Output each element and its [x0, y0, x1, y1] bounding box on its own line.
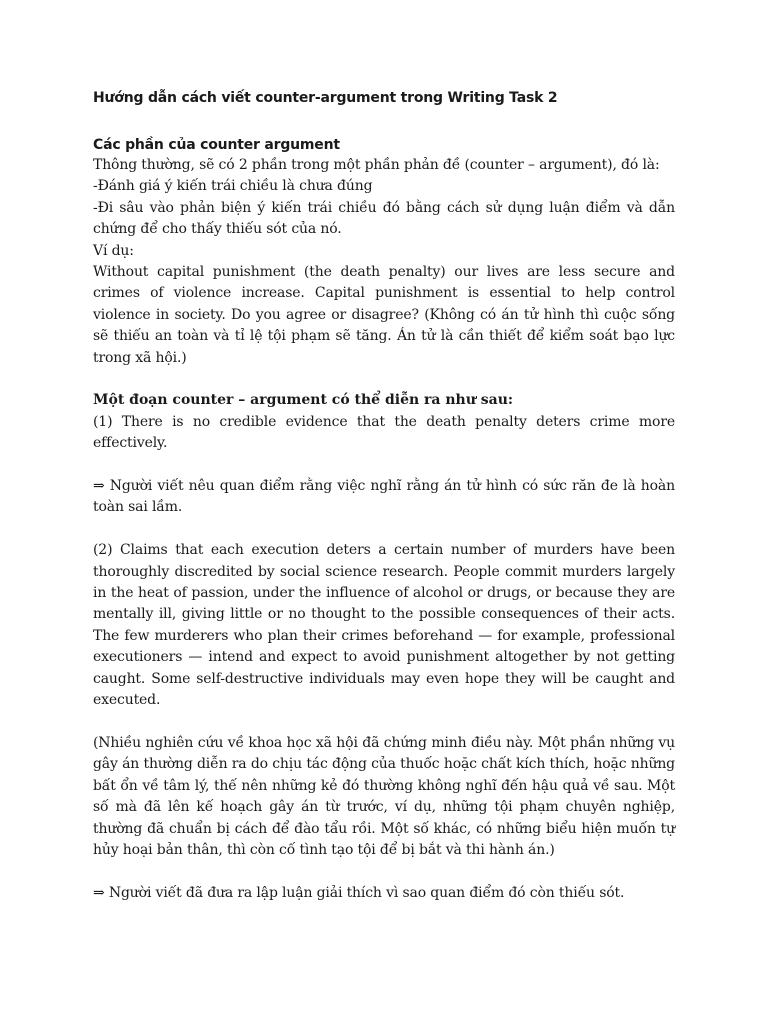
- note-two: ⇒ Người viết đã đưa ra lập luận giải thích vì sao quan điểm đó còn thiếu sót.: [93, 884, 625, 901]
- document-page: [93, 88, 675, 904]
- point-two: -Đi sâu vào phản biện ý kiến trái chiều đó bằng cách sử dụng luận điểm và dẫn chứng để cho thấy thiếu sót của nó.: [93, 199, 675, 238]
- section-heading-example: Một đoạn counter – argument có thể diễn ra như sau:: [93, 392, 514, 409]
- note-one: ⇒ Người viết nêu quan điểm rằng việc nghĩ rằng án tử hình có sức răn đe là hoàn toàn sai lầm.: [93, 478, 675, 516]
- example-text: Without capital punishment (the death penalty) our lives are less secure and crimes of violence increase. Capital punishment is essential to help control violence in society. Do you agree or disagree? (Không có án tử hình thì cuộc sống sẽ thiếu an toàn và tỉ lệ tội phạm sẽ tăng. Án tử là cần thiết để kiểm soát bạo lực trong xã hội.): [93, 264, 675, 366]
- spacer: [93, 455, 675, 476]
- spacer: [93, 712, 675, 733]
- section-heading-parts: Các phần của counter argument: [93, 137, 340, 153]
- spacer: [93, 369, 675, 390]
- intro-paragraph: Thông thường, sẽ có 2 phần trong một phần phản đề (counter – argument), đó là:: [93, 157, 660, 173]
- spacer: [93, 519, 675, 540]
- claim-two: (2) Claims that each execution deters a certain number of murders have been thoroughly discredited by social science research. People commit murders largely in the heat of passion, under the influence of alcohol or drugs, or because they are mentally ill, giving little or no thought to the possible consequences of their acts. The few murderers who plan their crimes beforehand — for example, professional executioners — intend and expect to avoid punishment altogether by not getting caught. Some self-destructive individuals may even hope they will be caught and executed.: [93, 542, 675, 709]
- document-title: Hướng dẫn cách viết counter-argument trong Writing Task 2: [93, 90, 558, 106]
- claim-one: (1) There is no credible evidence that the death penalty deters crime more effectively.: [93, 413, 675, 452]
- example-label: Ví dụ:: [93, 242, 134, 259]
- translation-two: (Nhiều nghiên cứu về khoa học xã hội đã chứng minh điều này. Một phần những vụ gây án thường diễn ra do chịu tác động của thuốc hoặc chất kích thích, hoặc những bất ổn về tâm lý, thế nên những kẻ đó thường không nghĩ đến hậu quả về sau. Một số mà đã lên kế hoạch gây án từ trước, ví dụ, những tội phạm chuyên nghiệp, thường đã chuẩn bị cách để đào tẩu rồi. Một số khác, có những biểu hiện muốn tự hủy hoại bản thân, thì còn cố tình tạo tội để bị bắt và thi hành án.): [93, 734, 675, 858]
- point-one: -Đánh giá ý kiến trái chiều là chưa đúng: [93, 178, 373, 195]
- spacer: [93, 861, 675, 882]
